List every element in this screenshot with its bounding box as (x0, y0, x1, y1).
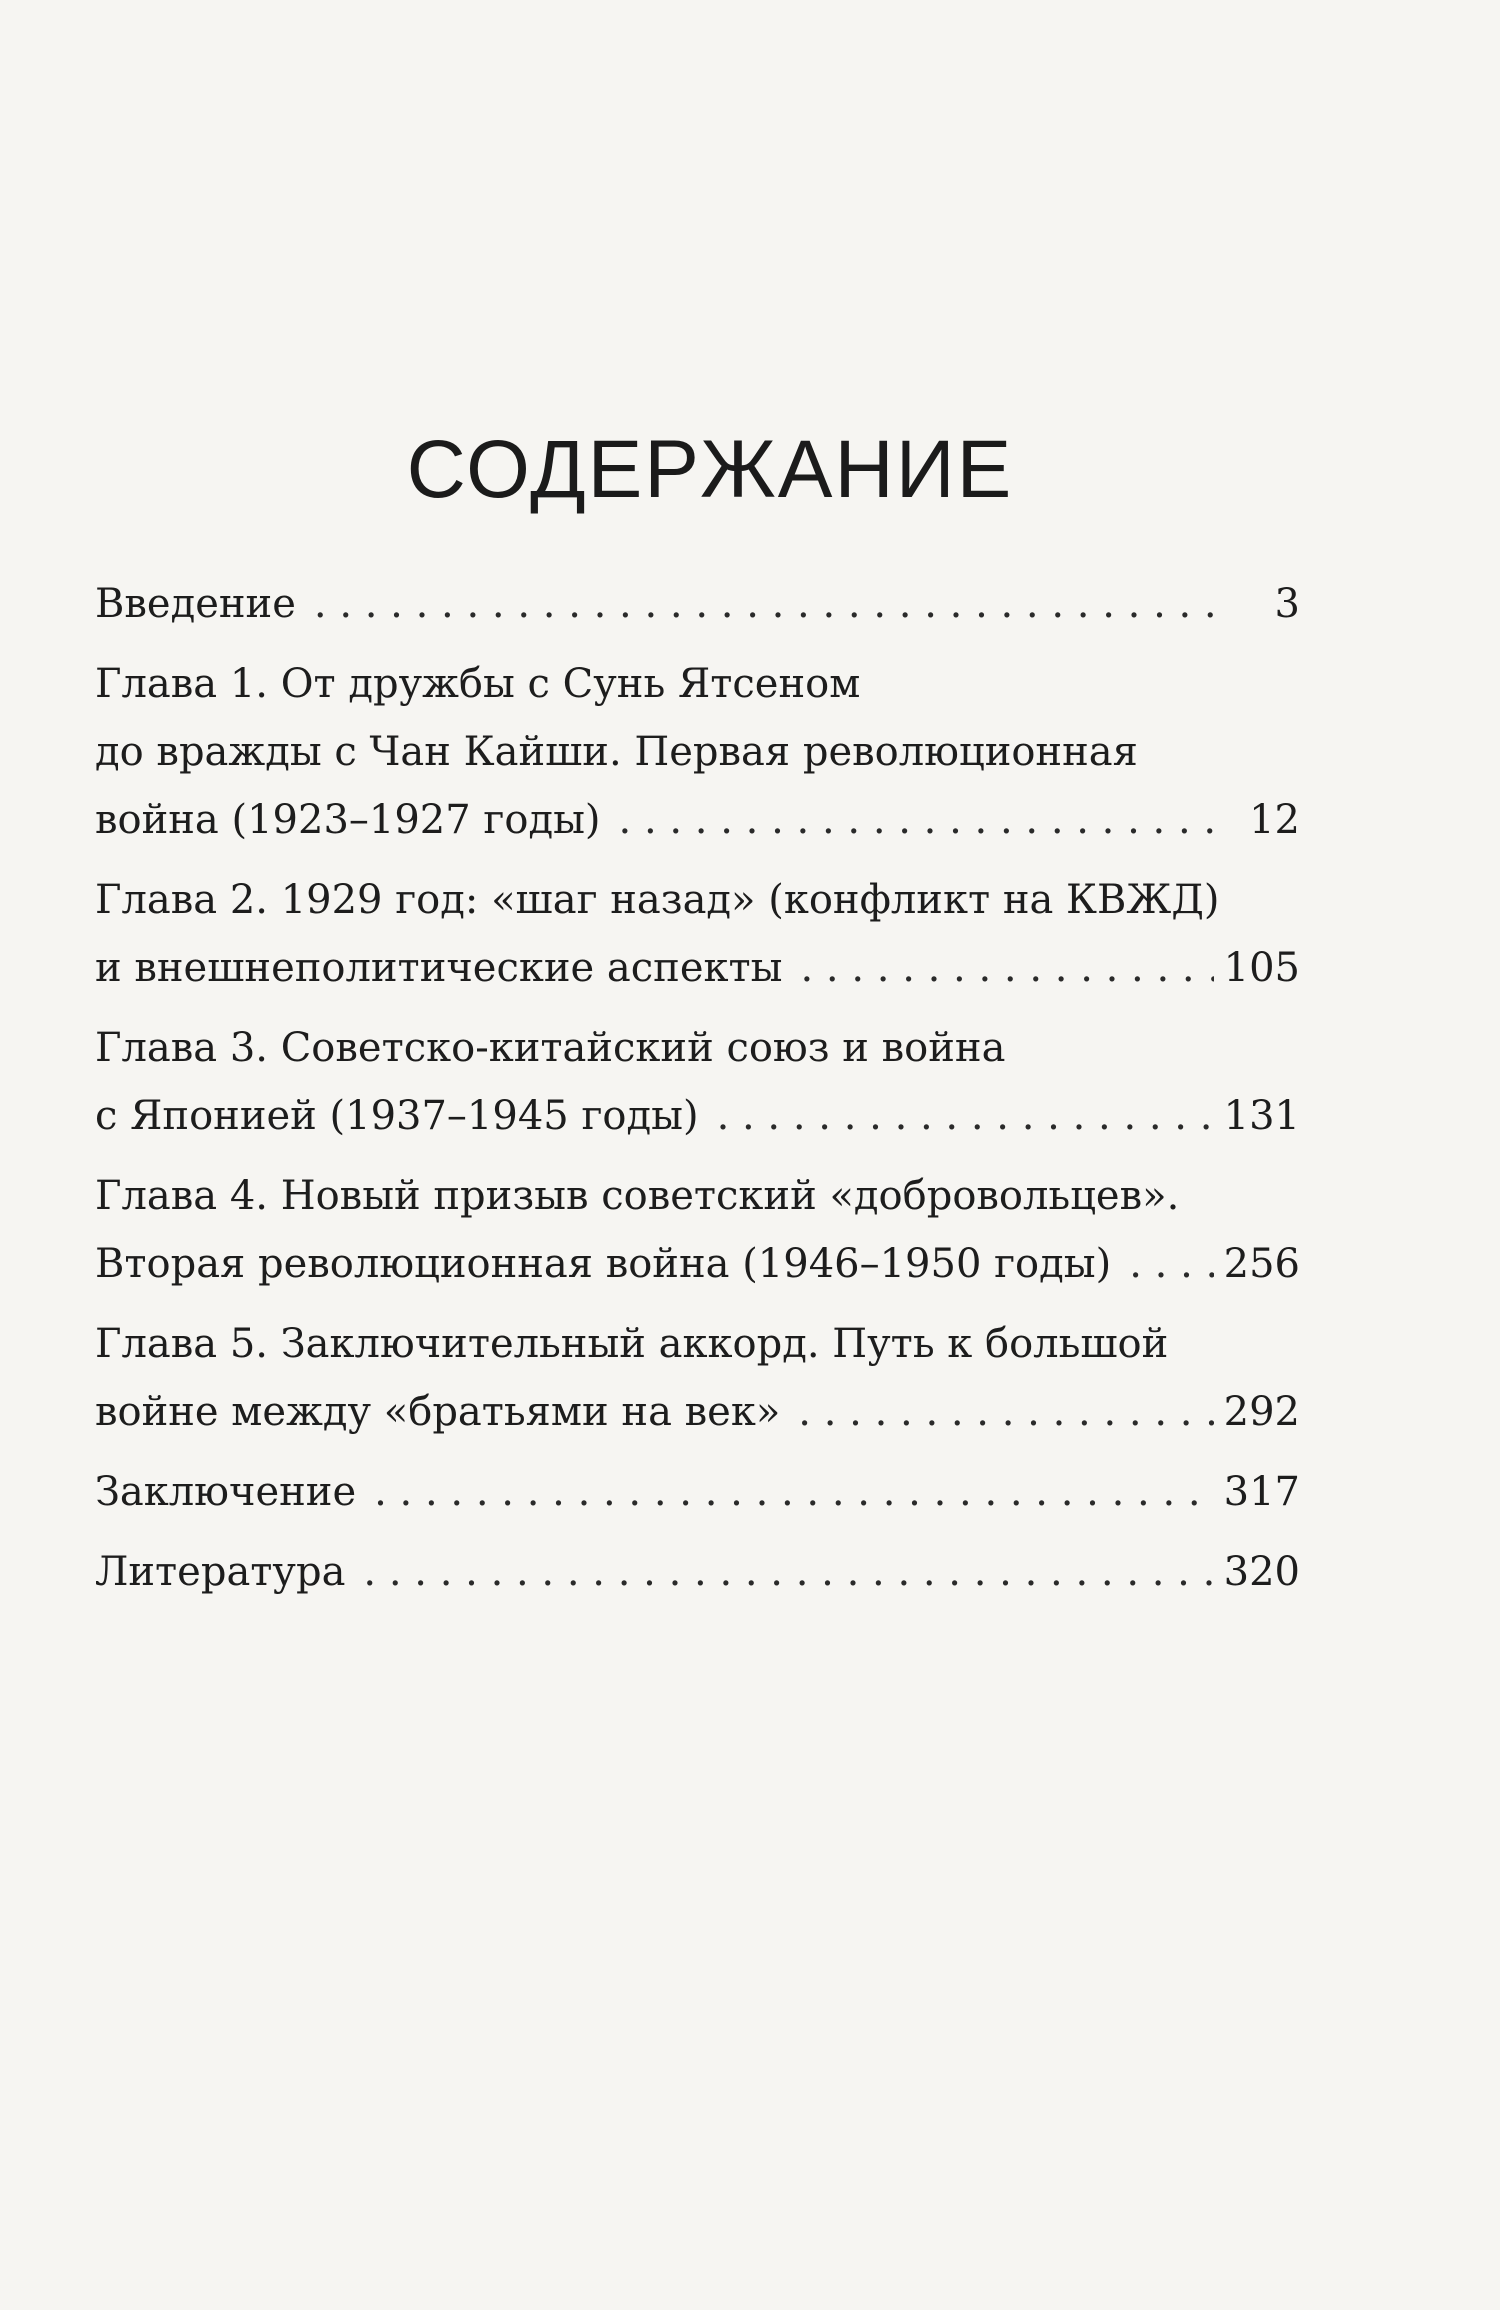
toc-entry-chapter-5 (95, 1310, 1300, 1446)
toc-entry-literature (95, 1538, 1300, 1606)
toc-entry-title-cont: до вражды с Чан Кайши. Первая революционная (95, 729, 1138, 775)
toc-entry-chapter-3 (95, 1014, 1300, 1150)
page-title: СОДЕРЖАНИЕ (406, 423, 1014, 515)
dot-leader (1129, 1230, 1213, 1298)
toc-entry-title: Глава 5. Заключительный аккорд. Путь к большой (95, 1321, 1169, 1367)
toc-page-number: 256 (1223, 1241, 1300, 1287)
toc-entry-chapter-1 (95, 650, 1300, 854)
toc-page-number: 3 (1274, 581, 1300, 627)
toc-entry-chapter-4 (95, 1162, 1300, 1298)
toc-page-number: 105 (1223, 945, 1300, 991)
dot-leader (619, 786, 1220, 854)
toc-entry-title-cont: с Японией (1937–1945 годы) (95, 1093, 699, 1139)
toc-entry-title: Глава 1. От дружбы с Сунь Ятсеном (95, 661, 861, 707)
table-of-contents (95, 570, 1300, 1606)
dot-leader (717, 1082, 1214, 1150)
toc-entry-title-cont: войне между «братьями на век» (95, 1389, 781, 1435)
toc-page-number: 131 (1223, 1093, 1300, 1139)
toc-entry-title: Введение (95, 581, 296, 627)
toc-entry-introduction (95, 570, 1300, 638)
toc-entry-title-cont: и внешнеполитические аспекты (95, 945, 783, 991)
toc-page-number: 317 (1223, 1469, 1300, 1515)
toc-page-number: 292 (1223, 1389, 1300, 1435)
toc-page-number: 320 (1223, 1549, 1300, 1595)
dot-leader (374, 1458, 1214, 1526)
toc-entry-title: Глава 4. Новый призыв советский «добровольцев». (95, 1173, 1180, 1219)
toc-entry-title: Глава 3. Советско-китайский союз и война (95, 1025, 1006, 1071)
toc-page-number: 12 (1249, 797, 1300, 843)
dot-leader (798, 1378, 1213, 1446)
toc-entry-chapter-2 (95, 866, 1300, 1002)
toc-entry-title: Литература (95, 1549, 346, 1595)
toc-entry-title: Глава 2. 1929 год: «шаг назад» (конфликт на КВЖД) (95, 877, 1220, 923)
dot-leader (314, 570, 1220, 638)
toc-entry-title: Заключение (95, 1469, 357, 1515)
toc-entry-title-cont: Вторая революционная война (1946–1950 годы) (95, 1241, 1112, 1287)
dot-leader (363, 1538, 1213, 1606)
dot-leader (800, 934, 1213, 1002)
toc-entry-title-cont: война (1923–1927 годы) (95, 797, 601, 843)
toc-entry-conclusion (95, 1458, 1300, 1526)
